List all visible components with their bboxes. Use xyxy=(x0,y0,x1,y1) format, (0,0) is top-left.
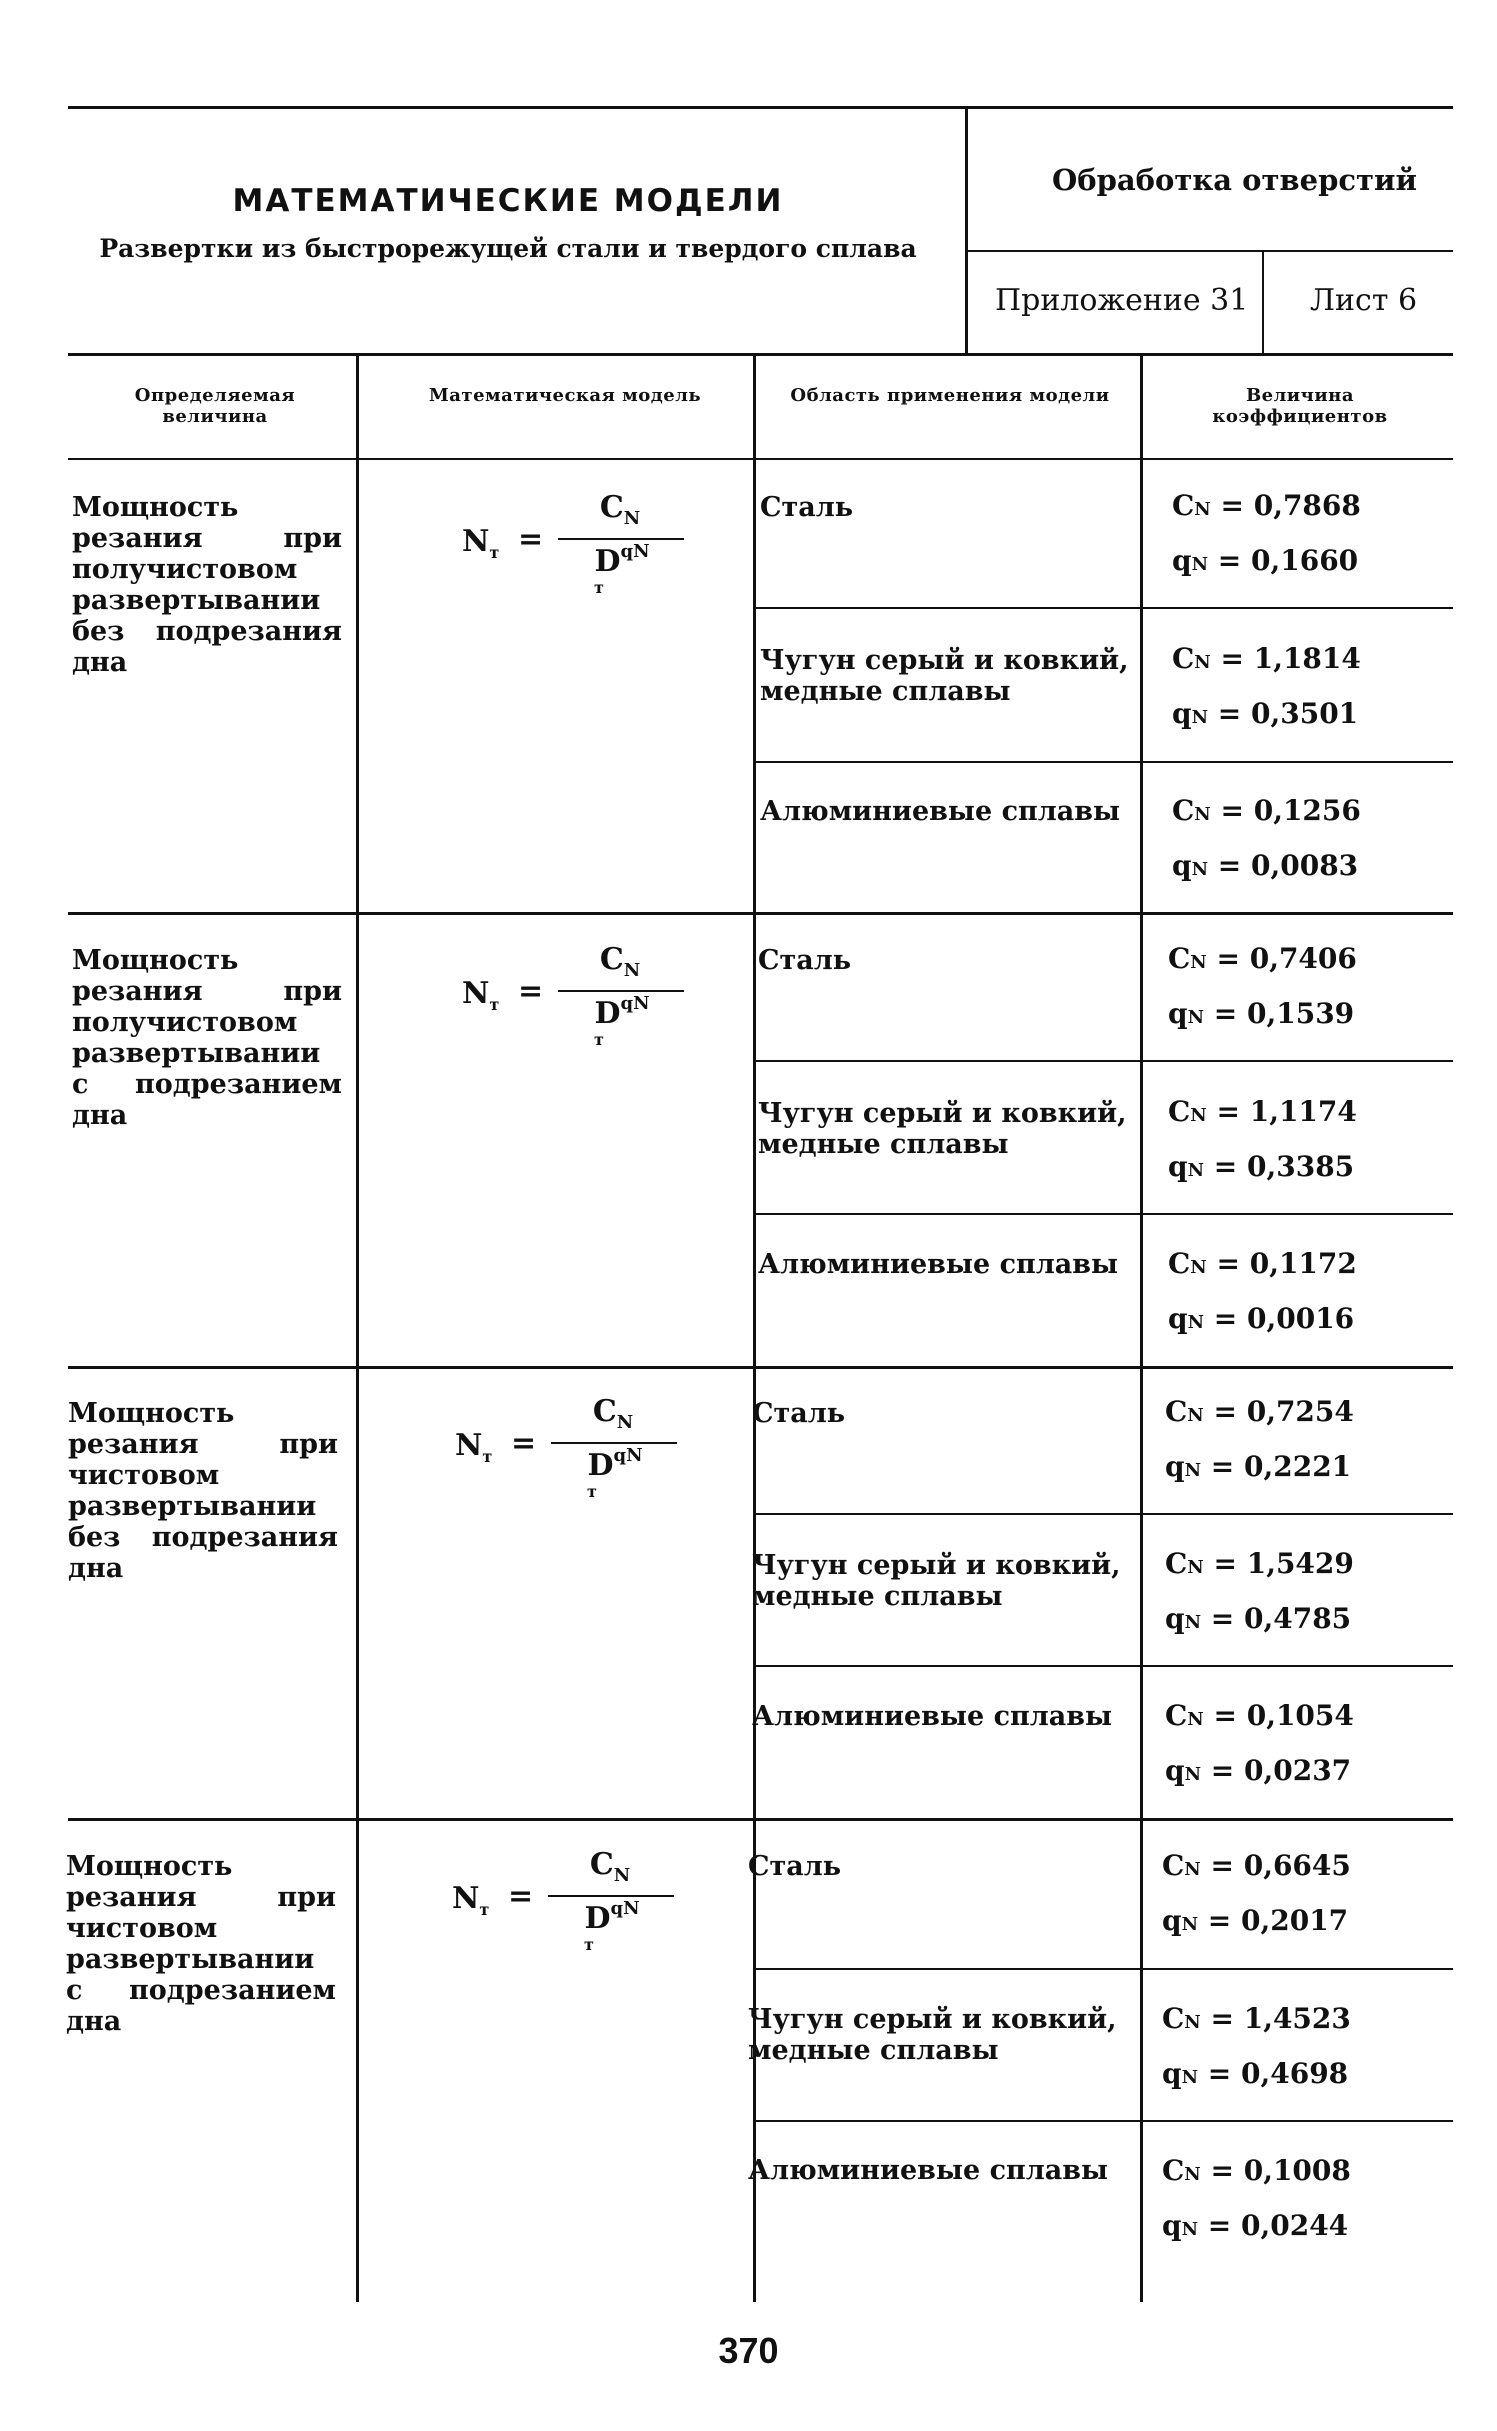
coef-c-value: CN = 0,1008 xyxy=(1162,2154,1351,2187)
material-cell: Сталь xyxy=(752,1398,846,1429)
coef-c-value: CN = 0,7254 xyxy=(1165,1395,1354,1428)
formula-numerator: $C_N$ xyxy=(592,1394,634,1433)
coef-c-value: CN = 0,6645 xyxy=(1162,1849,1351,1882)
coef-q-value: qN = 0,1660 xyxy=(1172,544,1359,577)
formula-denominator: $D^{qN}$ т xyxy=(587,1445,643,1501)
fraction-bar xyxy=(558,990,684,992)
material-cell: Сталь xyxy=(748,1851,842,1882)
fraction-bar xyxy=(551,1442,677,1444)
coef-c-value: CN = 0,1172 xyxy=(1168,1247,1357,1280)
coef-q-value: qN = 0,3385 xyxy=(1168,1150,1355,1183)
quantity-cell: Мощность резания при получистовом развертывании с подрезанием дна xyxy=(72,945,342,1131)
coef-q-value: qN = 0,0083 xyxy=(1172,849,1359,882)
formula-denominator: $D^{qN}$ т xyxy=(594,541,650,597)
group-separator-2 xyxy=(68,1366,1453,1369)
coef-q-value: qN = 0,0244 xyxy=(1162,2209,1349,2242)
coef-c-value: CN = 1,1174 xyxy=(1168,1095,1357,1128)
column-header-quantity: Определяемая величина xyxy=(134,385,296,427)
quantity-cell: Мощность резания при чистовом развертывании без подрезания дна xyxy=(68,1398,338,1584)
row-separator xyxy=(755,1968,1453,1970)
formula-numerator: $C_N$ xyxy=(599,490,641,529)
quantity-cell: Мощность резания при получистовом развертывании без подрезания дна xyxy=(72,492,342,678)
formula-lhs: $N_т$ xyxy=(452,1881,490,1919)
formula-lhs: $N_т$ xyxy=(462,976,500,1014)
material-cell: Алюминиевые сплавы xyxy=(758,1249,1119,1280)
formula: $N_т$ = $C_N$ $D^{qN}$ т xyxy=(452,1845,692,1965)
coef-c-value: CN = 0,1256 xyxy=(1172,794,1361,827)
material-cell: Чугун серый и ковкий, медные сплавы xyxy=(748,2004,1117,2066)
material-cell: Чугун серый и ковкий, медные сплавы xyxy=(760,645,1129,707)
formula-denominator: $D^{qN}$ т xyxy=(594,993,650,1049)
column-line-3 xyxy=(1140,356,1143,2302)
coef-c-value: CN = 1,5429 xyxy=(1165,1547,1354,1580)
row-separator xyxy=(755,1513,1453,1515)
coef-c-value: CN = 0,7406 xyxy=(1168,942,1357,975)
coef-q-value: qN = 0,0237 xyxy=(1165,1754,1352,1787)
row-separator xyxy=(755,1060,1453,1062)
top-rule xyxy=(68,106,1453,109)
row-separator xyxy=(755,1665,1453,1667)
row-separator xyxy=(755,2120,1453,2122)
coef-q-value: qN = 0,2017 xyxy=(1162,1904,1349,1937)
material-cell: Алюминиевые сплавы xyxy=(752,1701,1113,1732)
material-cell: Алюминиевые сплавы xyxy=(748,2155,1109,2186)
row-separator xyxy=(755,1213,1453,1215)
material-cell: Сталь xyxy=(758,945,852,976)
coef-q-value: qN = 0,2221 xyxy=(1165,1450,1352,1483)
column-line-1 xyxy=(356,356,359,2302)
material-cell: Чугун серый и ковкий, медные сплавы xyxy=(758,1098,1127,1160)
coef-q-value: qN = 0,0016 xyxy=(1168,1302,1355,1335)
row-separator xyxy=(755,607,1453,609)
material-cell: Чугун серый и ковкий, медные сплавы xyxy=(752,1550,1121,1612)
column-header-scope: Область применения модели xyxy=(790,385,1110,406)
coef-q-value: qN = 0,4698 xyxy=(1162,2057,1349,2090)
column-header-bottom-rule xyxy=(68,458,1453,460)
appendix-label: Приложение 31 xyxy=(995,283,1249,318)
formula-numerator: $C_N$ xyxy=(599,942,641,981)
coef-c-value: CN = 0,1054 xyxy=(1165,1699,1354,1732)
formula-numerator: $C_N$ xyxy=(589,1847,631,1886)
group-separator-1 xyxy=(68,912,1453,915)
coef-q-value: qN = 0,4785 xyxy=(1165,1602,1352,1635)
coef-q-value: qN = 0,3501 xyxy=(1172,697,1359,730)
header-divider-right-horizontal xyxy=(967,250,1453,252)
fraction-bar xyxy=(558,538,684,540)
fraction-bar xyxy=(548,1895,674,1897)
formula-denominator: $D^{qN}$ т xyxy=(584,1898,640,1954)
quantity-cell: Мощность резания при чистовом развертывании с подрезанием дна xyxy=(66,1851,336,2037)
coef-c-value: CN = 1,1814 xyxy=(1172,642,1361,675)
row-separator xyxy=(755,761,1453,763)
coef-c-value: CN = 1,4523 xyxy=(1162,2002,1351,2035)
formula: $N_т$ = $C_N$ $D^{qN}$ т xyxy=(462,488,702,608)
group-separator-3 xyxy=(68,1818,1453,1821)
page-subtitle: Развертки из быстрорежущей стали и твердого сплава xyxy=(99,234,917,263)
formula-lhs: $N_т$ xyxy=(462,524,500,562)
column-header-coefficients: Величина коэффициентов xyxy=(1212,385,1388,427)
formula: $N_т$ = $C_N$ $D^{qN}$ т xyxy=(462,940,702,1060)
column-header-model: Математическая модель xyxy=(428,385,702,406)
page-number: 370 xyxy=(718,2330,779,2371)
coef-q-value: qN = 0,1539 xyxy=(1168,997,1355,1030)
material-cell: Алюминиевые сплавы xyxy=(760,796,1121,827)
header-divider-sheet xyxy=(1262,252,1264,354)
section-title: Обработка отверстий xyxy=(1052,163,1417,197)
header-divider-vertical xyxy=(965,108,968,354)
sheet-label: Лист 6 xyxy=(1310,283,1418,318)
header-bottom-rule xyxy=(68,353,1453,356)
page-title: МАТЕМАТИЧЕСКИЕ МОДЕЛИ xyxy=(232,183,784,219)
formula-lhs: $N_т$ xyxy=(455,1428,493,1466)
material-cell: Сталь xyxy=(760,492,854,523)
coef-c-value: CN = 0,7868 xyxy=(1172,489,1361,522)
formula: $N_т$ = $C_N$ $D^{qN}$ т xyxy=(455,1392,695,1512)
